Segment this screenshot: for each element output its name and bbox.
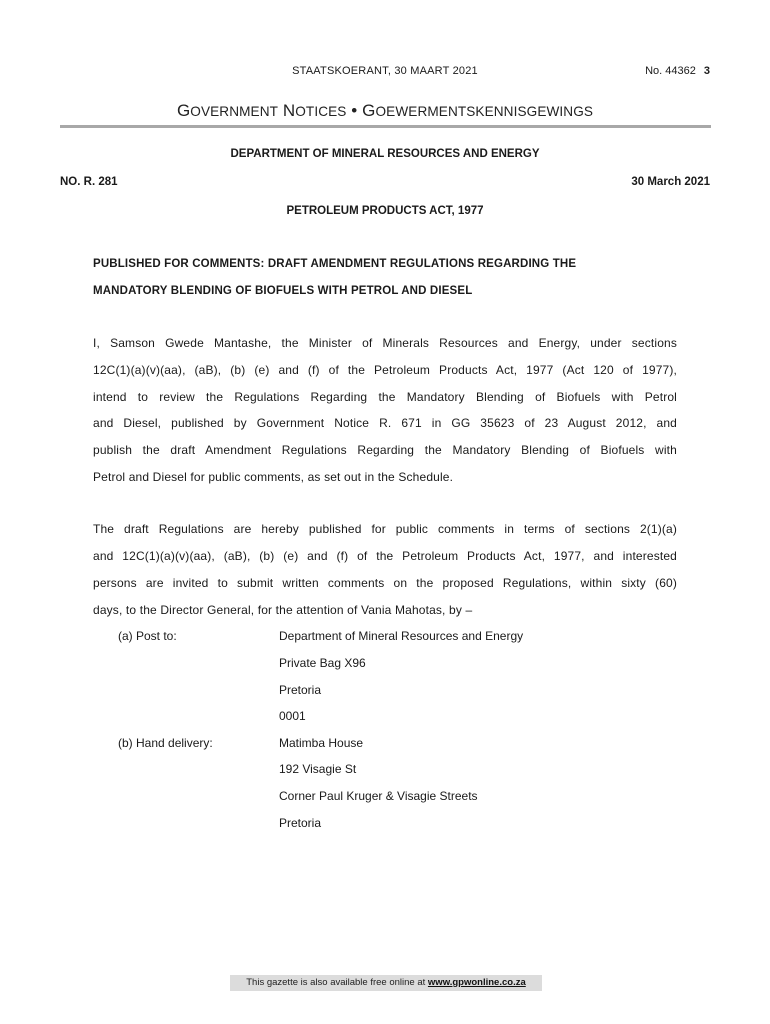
notice-heading-line-2: MANDATORY BLENDING OF BIOFUELS WITH PETROL AND DIESEL [93, 285, 473, 297]
para2-line: persons are invited to submit written comments on the proposed Regulations, within sixty (60) [93, 576, 677, 590]
notice-date: 30 March 2021 [631, 176, 710, 188]
para1-line: I, Samson Gwede Mantashe, the Minister of Minerals Resources and Energy, under sections [93, 336, 677, 350]
para2-line: and 12C(1)(a)(v)(aa), (aB), (b) (e) and (f) of the Petroleum Products Act, 1977, and interested [93, 549, 677, 563]
para1-line: Petrol and Diesel for public comments, as set out in the Schedule. [93, 470, 454, 484]
hand-delivery-address-line: 192 Visagie St [279, 762, 357, 776]
post-address-line: Department of Mineral Resources and Energy [279, 629, 524, 643]
para1-line: intend to review the Regulations Regarding the Mandatory Blending of Biofuels with Petrol [93, 390, 677, 404]
gpwonline-link[interactable]: www.gpwonline.co.za [427, 977, 526, 988]
notice-heading-line-1: PUBLISHED FOR COMMENTS: DRAFT AMENDMENT REGULATIONS REGARDING THE [93, 258, 577, 270]
department-name: DEPARTMENT OF MINERAL RESOURCES AND ENERGY [230, 148, 540, 160]
para2-line: days, to the Director General, for the attention of Vania Mahotas, by – [93, 603, 473, 617]
post-address-line: Pretoria [279, 683, 322, 697]
para1-line: publish the draft Amendment Regulations Regarding the Mandatory Blending of Biofuels with [93, 443, 677, 457]
gazette-running-header: STAATSKOERANT, 30 MAART 2021 [292, 65, 478, 77]
page-number: 3 [703, 65, 710, 77]
para1-line: 12C(1)(a)(v)(aa), (aB), (b) (e) and (f) of the Petroleum Products Act, 1977 (Act 120 of 1977), [93, 363, 677, 377]
issue-number: No. 44362 [645, 65, 696, 77]
hand-delivery-address-line: Pretoria [279, 816, 322, 830]
issue-and-page [645, 65, 710, 77]
footer-banner [230, 975, 542, 991]
para1-line: and Diesel, published by Government Notice R. 671 in GG 35623 of 23 August 2012, and [93, 416, 677, 430]
section-title: GOVERNMENT NOTICES • GOEWERMENTSKENNISGEWINGS [176, 101, 594, 120]
post-address-line: 0001 [279, 709, 306, 723]
para2-line: The draft Regulations are hereby published for public comments in terms of sections 2(1)(a) [93, 522, 677, 536]
post-label: (a) Post to: [118, 629, 177, 643]
act-title: PETROLEUM PRODUCTS ACT, 1977 [286, 205, 484, 217]
notice-number: NO. R. 281 [60, 176, 118, 188]
hand-delivery-label: (b) Hand delivery: [118, 736, 213, 750]
title-divider [60, 125, 711, 128]
footer-text: This gazette is also available free online at [246, 977, 428, 988]
hand-delivery-address-line: Matimba House [279, 736, 364, 750]
hand-delivery-address-line: Corner Paul Kruger & Visagie Streets [279, 789, 478, 803]
post-address-line: Private Bag X96 [279, 656, 366, 670]
